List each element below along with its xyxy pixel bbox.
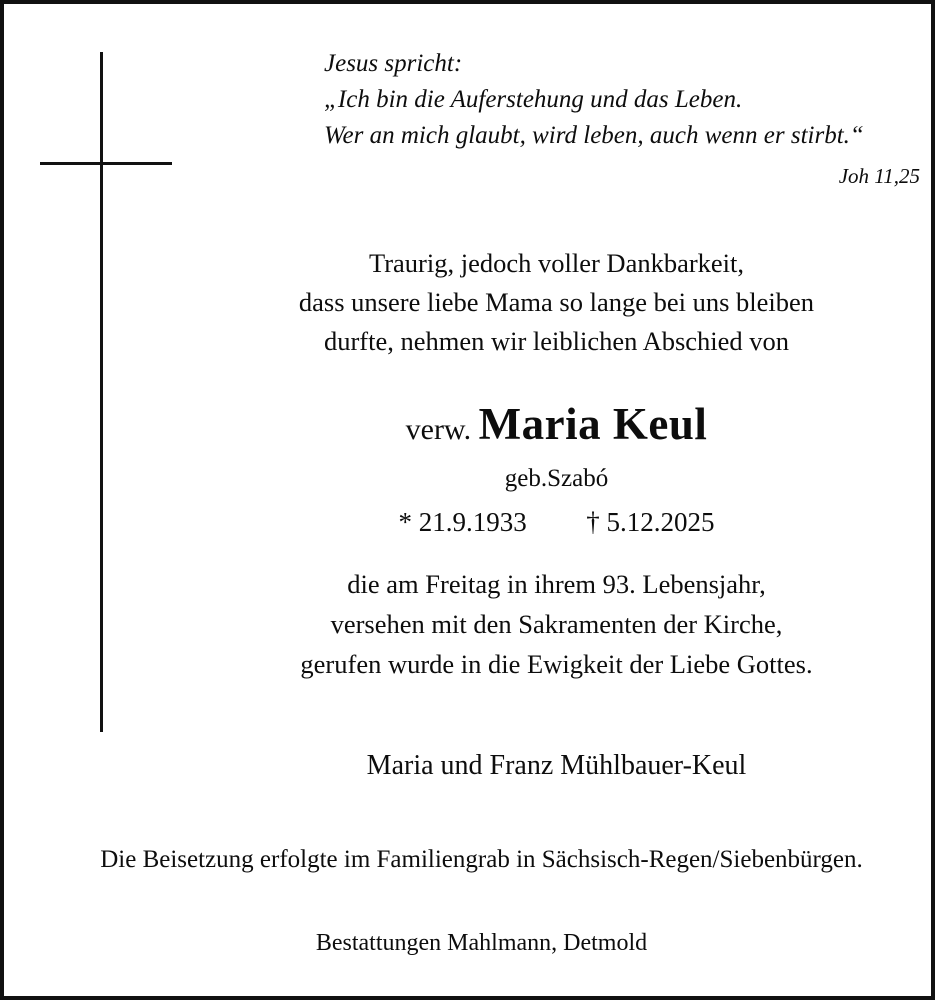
scripture-quote [324,46,924,194]
death-date: † 5.12.2025 [586,507,715,537]
passing-line-3: gerufen wurde in die Ewigkeit der Liebe Gottes. [300,649,813,679]
intro-line-3: durfte, nehmen wir leiblichen Abschied von [323,326,790,356]
scripture-reference: Joh 11,25 [838,164,920,188]
obituary-content [100,4,920,996]
burial-note: Die Beisetzung erfolgte im Familiengrab in Sächsisch-Regen/Siebenbürgen. [100,846,863,873]
deceased-name-line [174,396,935,458]
intro-text [174,244,935,361]
scripture-line-2: „Ich bin die Auferstehung und das Leben. [324,86,743,113]
scripture-line-1: Jesus spricht: [324,50,463,77]
intro-line-1: Traurig, jedoch voller Dankbarkeit, [368,248,745,278]
deceased-maiden-name: geb.Szabó [504,465,609,492]
scripture-line-3: Wer an mich glaubt, wird leben, auch wenn er stirbt.“ [324,122,864,149]
passing-text [174,564,935,684]
deceased-name: Maria Keul [478,399,708,449]
mourners-list: Maria und Franz Mühlbauer-Keul [366,750,747,781]
obituary-inner [4,4,931,996]
intro-line-2: dass unsere liebe Mama so lange bei uns bleiben [298,287,815,317]
cross-icon [40,52,172,732]
passing-line-1: die am Freitag in ihrem 93. Lebensjahr, [347,569,766,599]
deceased-name-block [174,396,935,542]
funeral-home-credit: Bestattungen Mahlmann, Detmold [315,930,648,956]
deceased-prefix: verw. [405,413,472,446]
deceased-dates [174,502,935,542]
cross-horizontal-bar [40,162,172,165]
cross-vertical-bar [100,52,103,732]
passing-line-2: versehen mit den Sakramenten der Kirche, [330,609,783,639]
birth-date: * 21.9.1933 [398,507,527,537]
